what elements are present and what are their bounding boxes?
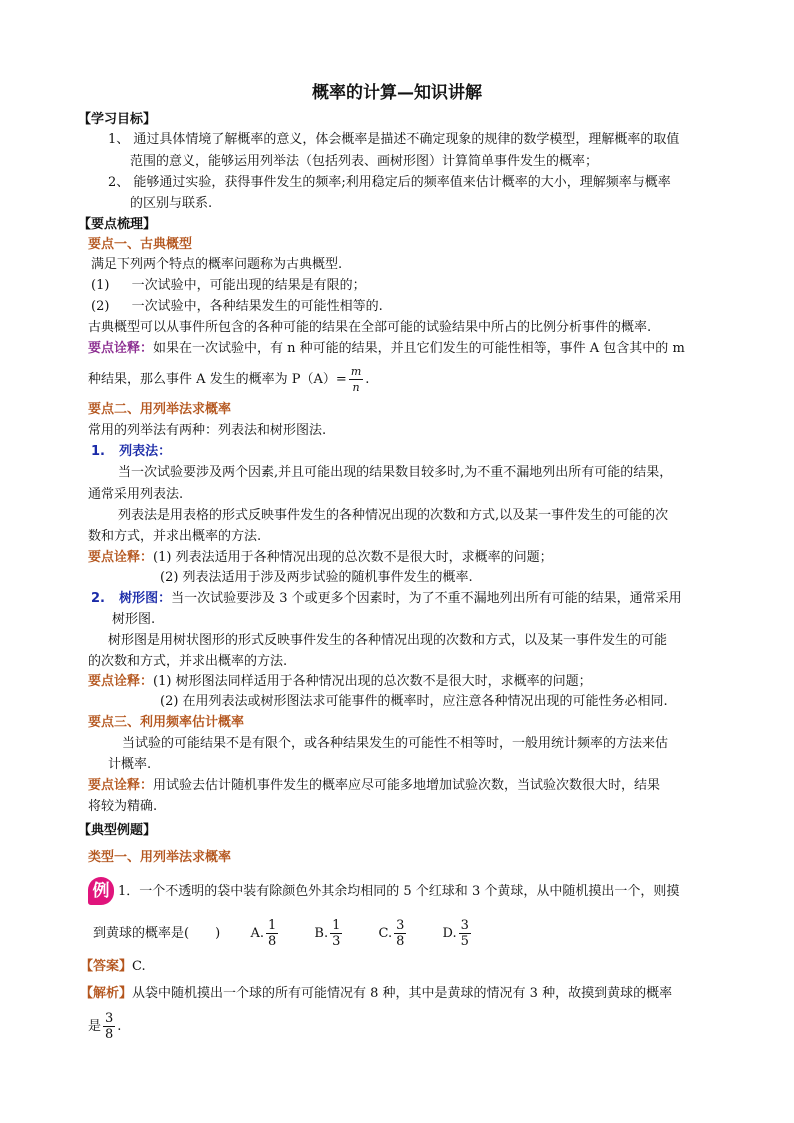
key-point-3-line-2: 计概率.: [108, 757, 152, 772]
key-point-3-note-line-2: 将较为精确.: [88, 799, 158, 814]
fraction-numerator: 1: [332, 918, 341, 933]
key-point-3-line-1: 当试验的可能结果不是有限个，或各种结果发生的可能性不相等时，一般用统计频率的方法来估: [122, 736, 669, 751]
learning-goals-header: 【学习目标】: [78, 112, 157, 127]
option-d-fraction: [459, 918, 471, 949]
condition-1-number: (1): [91, 278, 110, 293]
goal-1-line-2: 范围的意义，能够运用列举法（包括列表、画树形图）计算简单事件发生的概率；: [130, 154, 599, 169]
key-point-1-intro: 满足下列两个特点的概率问题称为古典概型.: [91, 257, 343, 272]
analysis-fraction: [103, 1011, 115, 1042]
method-2-note-line-2: (2) 在用列表法或树形图法求可能事件的概率时，应注意各种情况出现的可能性务必相同.: [160, 694, 668, 709]
method-2-line-4: 的次数和方式，并求出概率的方法.: [88, 654, 288, 669]
method-2-line-3: 树形图是用树状图形的形式反映事件发生的各种情况出现的次数和方式，以及某一事件发生的可能: [108, 633, 668, 648]
page-title: 概率的计算—知识讲解: [312, 83, 482, 103]
key-point-3-note-line-1: [88, 777, 660, 795]
condition-2: [91, 298, 383, 316]
key-point-2-intro: 常用的列举法有两种：列表法和树形图法.: [88, 423, 327, 438]
method-2-number: 2.: [91, 591, 105, 606]
key-point-1-heading: 要点一、古典概型: [88, 237, 193, 252]
method-1-title: 列表法：: [119, 444, 172, 459]
analysis-text-end: .: [117, 1019, 122, 1034]
note-text: 如果在一次试验中，有 n 种可能的结果，并且它们发生的可能性相等，事件 A 包含其中的 m: [153, 341, 685, 356]
fraction-denominator: 3: [332, 934, 341, 949]
answer-text: C.: [132, 959, 146, 974]
option-a-fraction: [266, 918, 278, 949]
method-2-title-line: [91, 590, 682, 608]
examples-header: 【典型例题】: [78, 823, 157, 838]
fraction-denominator: 5: [460, 934, 469, 949]
fraction-m-over-n: [349, 364, 363, 395]
question-1-line-2: [93, 914, 503, 958]
condition-2-text: 一次试验中，各种结果发生的可能性相等的.: [131, 299, 383, 314]
method-2-line-2: 树形图.: [112, 612, 156, 627]
key-point-1-description: 古典概型可以从事件所包含的各种可能的结果在全部可能的试验结果中所占的比例分析事件的概率.: [88, 320, 652, 335]
condition-2-number: (2): [91, 299, 110, 314]
key-point-2-heading: 要点二、用列举法求概率: [88, 402, 232, 417]
example-badge-icon: 例: [88, 877, 114, 905]
note-label: 要点诠释：: [88, 778, 154, 793]
note-text: (1) 树形图法同样适用于各种情况出现的总次数不是很大时，求概率的问题；: [153, 674, 592, 689]
fraction-denominator: n: [352, 381, 360, 394]
question-1-stem-end: 到黄球的概率是( ): [93, 926, 221, 941]
method-1-note-line-1: [88, 549, 553, 567]
note-text: 种结果，那么事件 A 发生的概率为 P（A）=: [88, 372, 347, 387]
note-text-end: .: [365, 372, 370, 387]
analysis-text: 从袋中随机摸出一个球的所有可能情况有 8 种，其中是黄球的情况有 3 种，故摸到黄球的概率: [132, 986, 673, 1001]
answer-line: [80, 958, 146, 976]
method-1-note-line-2: (2) 列表法适用于涉及两步试验的随机事件发生的概率.: [160, 570, 473, 585]
fraction-denominator: 8: [267, 934, 277, 949]
goal-2-line-1: 2、 能够通过实验，获得事件发生的频率;利用稳定后的频率值来估计概率的大小，理解频率与概率: [108, 175, 671, 190]
key-point-1-note-line-2: [88, 364, 369, 395]
option-c-label: C.: [378, 926, 393, 941]
analysis-text-start: 是: [88, 1019, 102, 1034]
option-b: [314, 914, 344, 954]
method-1-title-line: [91, 443, 171, 461]
fraction-numerator: m: [350, 365, 362, 378]
condition-1: [91, 277, 366, 295]
option-a: [250, 914, 280, 954]
key-point-3-heading: 要点三、利用频率估计概率: [88, 715, 245, 730]
option-b-label: B.: [314, 926, 329, 941]
key-point-1-note-line-1: [88, 340, 685, 358]
option-d-label: D.: [442, 926, 457, 941]
method-2-line-1: 当一次试验要涉及 3 个或更多个因素时，为了不重不漏地列出所有可能的结果，通常采用: [171, 591, 682, 606]
method-1-line-4: 数和方式，并求出概率的方法.: [88, 529, 262, 544]
option-c-fraction: [394, 918, 406, 949]
note-label: 要点诠释：: [88, 550, 154, 565]
example-type-1-heading: 类型一、用列举法求概率: [88, 850, 232, 865]
method-2-note-line-1: [88, 673, 592, 691]
option-c: [379, 914, 409, 954]
note-text: 用试验去估计随机事件发生的概率应尽可能多地增加试验次数，当试验次数很大时，结果: [153, 778, 661, 793]
method-1-line-2: 通常采用列表法.: [88, 487, 184, 502]
note-text: (1) 列表法适用于各种情况出现的总次数不是很大时，求概率的问题；: [153, 550, 553, 565]
analysis-line-1: [80, 985, 672, 1003]
method-1-number: 1.: [91, 444, 105, 459]
option-d: [443, 914, 473, 954]
fraction-numerator: 3: [460, 918, 469, 933]
goal-1-line-1: 1、 通过具体情境了解概率的意义，体会概率是描述不确定现象的规律的数学模型，理解概率的取值: [108, 132, 680, 147]
fraction-numerator: 3: [396, 918, 405, 933]
question-1-line-1: 1．一个不透明的袋中装有除颜色外其余均相同的 5 个红球和 3 个黄球，从中随机摸出一个，则摸: [118, 884, 680, 899]
condition-1-text: 一次试验中，可能出现的结果是有限的；: [131, 278, 366, 293]
analysis-label: 【解析】: [80, 986, 133, 1001]
fraction-numerator: 3: [105, 1011, 114, 1026]
option-a-label: A.: [250, 926, 264, 941]
method-1-line-1: 当一次试验要涉及两个因素,并且可能出现的结果数目较多时,为不重不漏地列出所有可能的结果，: [118, 465, 673, 480]
note-label: 要点诠释：: [88, 341, 154, 356]
option-b-fraction: [330, 918, 342, 949]
fraction-numerator: 1: [267, 918, 277, 933]
analysis-line-2: [88, 1010, 121, 1046]
fraction-denominator: 8: [105, 1027, 114, 1042]
goal-2-line-2: 的区别与联系.: [130, 196, 213, 211]
method-2-title: 树形图：: [119, 591, 172, 606]
key-points-header: 【要点梳理】: [78, 217, 157, 232]
note-label: 要点诠释：: [88, 674, 154, 689]
fraction-denominator: 8: [396, 934, 405, 949]
answer-label: 【答案】: [80, 959, 133, 974]
method-1-line-3: 列表法是用表格的形式反映事件发生的各种情况出现的次数和方式,以及某一事件发生的可能的次: [118, 508, 669, 523]
